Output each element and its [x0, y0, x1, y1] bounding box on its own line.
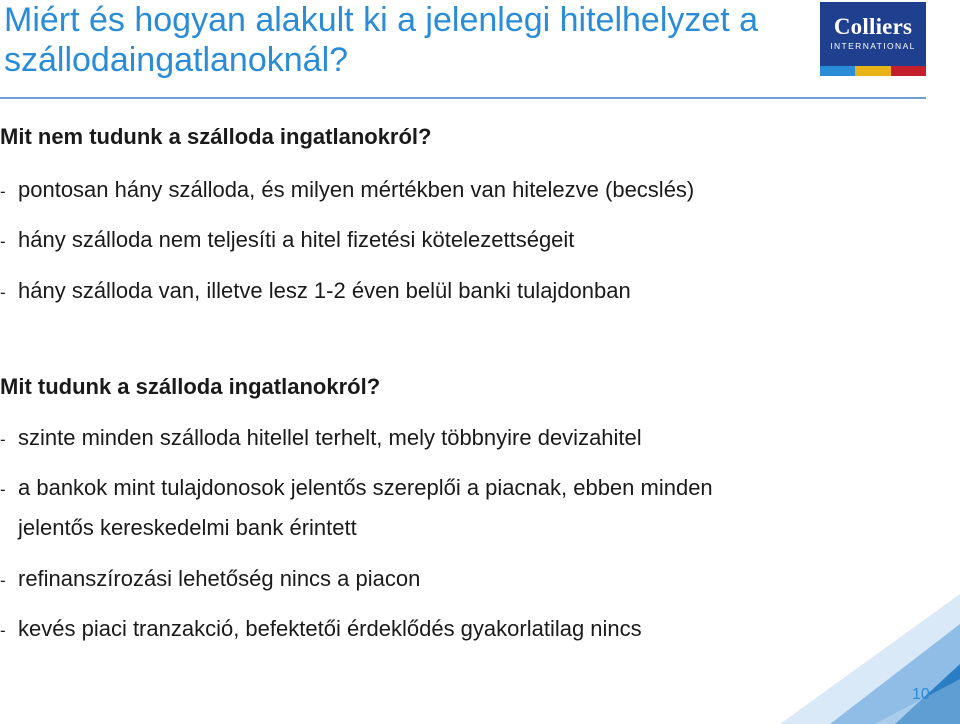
logo-stripes: [820, 66, 926, 76]
known-bullet-2: [0, 468, 713, 510]
known-bullet-4: [0, 609, 642, 651]
colliers-logo: [820, 2, 926, 76]
unknown-bullet-2: [0, 220, 574, 262]
bullet-text: pontosan hány szálloda, és milyen mértékben van hitelezve (becslés): [18, 177, 695, 202]
known-bullet-1: [0, 418, 642, 460]
unknown-section-heading: Mit nem tudunk a szálloda ingatlanokról?: [0, 124, 432, 149]
logo-name: Colliers: [833, 14, 913, 39]
bullet-marker: -: [0, 571, 6, 590]
bullet-marker: -: [0, 480, 6, 499]
bullet-marker: -: [0, 182, 6, 201]
bullet-text: hány szálloda van, illetve lesz 1-2 éven belül banki tulajdonban: [18, 278, 631, 303]
bullet-marker: -: [0, 621, 6, 640]
bullet-text: refinanszírozási lehetőség nincs a piacon: [18, 566, 421, 591]
bullet-text: hány szálloda nem teljesíti a hitel fizetési kötelezettségeit: [18, 227, 575, 252]
bullet-text: a bankok mint tulajdonosok jelentős szereplői a piacnak, ebben minden: [18, 475, 713, 500]
bullet-marker: -: [0, 430, 6, 449]
bullet-text: szinte minden szálloda hitellel terhelt, mely többnyire devizahitel: [18, 425, 642, 450]
logo-subtitle: INTERNATIONAL: [830, 41, 916, 51]
corner-decoration: [700, 594, 960, 724]
bullet-text: kevés piaci tranzakció, befektetői érdeklődés gyakorlatilag nincs: [18, 616, 642, 641]
title-divider: [0, 97, 926, 99]
bullet-marker: -: [0, 283, 6, 302]
known-bullet-2-continuation: jelentős kereskedelmi bank érintett: [18, 515, 357, 540]
page-number: 10: [912, 686, 930, 703]
known-section-heading: Mit tudunk a szálloda ingatlanokról?: [0, 374, 381, 399]
unknown-bullet-1: [0, 170, 694, 212]
bullet-marker: -: [0, 232, 6, 251]
slide-title: Miért és hogyan alakult ki a jelenlegi hitelhelyzet a szállodaingatlanoknál?: [4, 1, 759, 79]
known-bullet-3: [0, 559, 420, 601]
unknown-bullet-3: [0, 271, 631, 313]
